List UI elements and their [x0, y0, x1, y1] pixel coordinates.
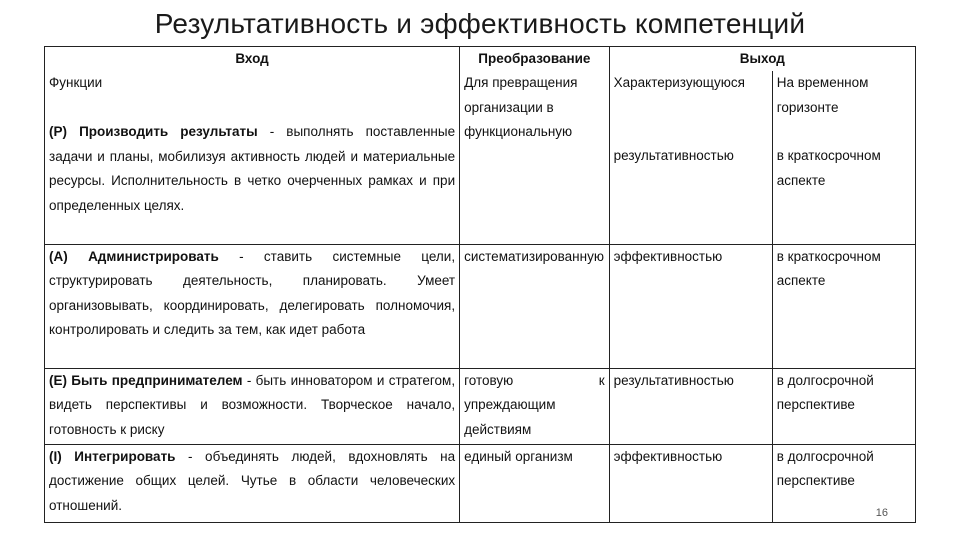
characteristic-cell: эффективностью: [609, 244, 772, 368]
functions-label: Функции: [45, 71, 460, 120]
slide-title: Результативность и эффективность компетенций: [154, 8, 806, 39]
transform-cell: единый организм: [460, 444, 610, 522]
function-description: - быть инноватором и стратегом, видеть перспективы и возможности. Творческое начало, готовность к риску: [49, 372, 456, 437]
function-description: - объединять людей, вдохновлять на достижение общих целей. Чутье в области человеческих отношений.: [49, 448, 456, 513]
competencies-table: [44, 46, 916, 523]
characteristic-cell: результативностью: [609, 120, 772, 244]
function-code: (P): [49, 124, 67, 140]
function-cell-p: [45, 120, 460, 244]
transform-cell: готовую к упреждающим действиям: [460, 368, 610, 444]
function-name: Быть предпринимателем: [71, 372, 243, 388]
function-description: - выполнять поставленные задачи и планы, мобилизуя активность людей и материальные ресурсы. Исполнительность в четко очерченных рамках и при определенных целях.: [49, 124, 456, 213]
horizon-cell: в долгосрочной перспективе: [772, 368, 915, 444]
table-row: [45, 244, 916, 368]
page-number: 16: [875, 507, 888, 519]
table-row: [45, 444, 916, 522]
header-transform: Преобразование: [460, 47, 610, 72]
function-name: Интегрировать: [74, 448, 176, 464]
horizon-label: На временном горизонте: [772, 71, 915, 120]
function-code: (E): [49, 372, 67, 388]
function-cell-a: [45, 244, 460, 368]
function-cell-e: [45, 368, 460, 444]
function-cell-i: [45, 444, 460, 522]
transform-intro: Для превращения организации в функциональную: [460, 71, 610, 244]
horizon-cell: в краткосрочном аспекте: [772, 244, 915, 368]
header-row: [45, 47, 916, 72]
header-input: Вход: [45, 47, 460, 72]
characteristic-cell: результативностью: [609, 368, 772, 444]
horizon-cell: в краткосрочном аспекте: [772, 120, 915, 244]
table-row: [45, 368, 916, 444]
characterizing-label: Характеризующуюся: [609, 71, 772, 120]
subheader-row: [45, 71, 916, 120]
function-code: (I): [49, 448, 62, 464]
transform-cell: систематизированную: [460, 244, 610, 368]
characteristic-cell: эффективностью: [609, 444, 772, 522]
function-name: Производить результаты: [79, 124, 258, 140]
header-output: Выход: [609, 47, 915, 72]
function-description: - ставить системные цели, структурировать деятельность, планировать. Умеет организовывать, координировать, делегировать полномочия, контролировать и следить за тем, как идет работа: [49, 248, 456, 338]
horizon-cell: в долгосрочной перспективе: [772, 444, 915, 522]
function-code: (A): [49, 248, 68, 264]
function-name: Администрировать: [88, 248, 219, 264]
